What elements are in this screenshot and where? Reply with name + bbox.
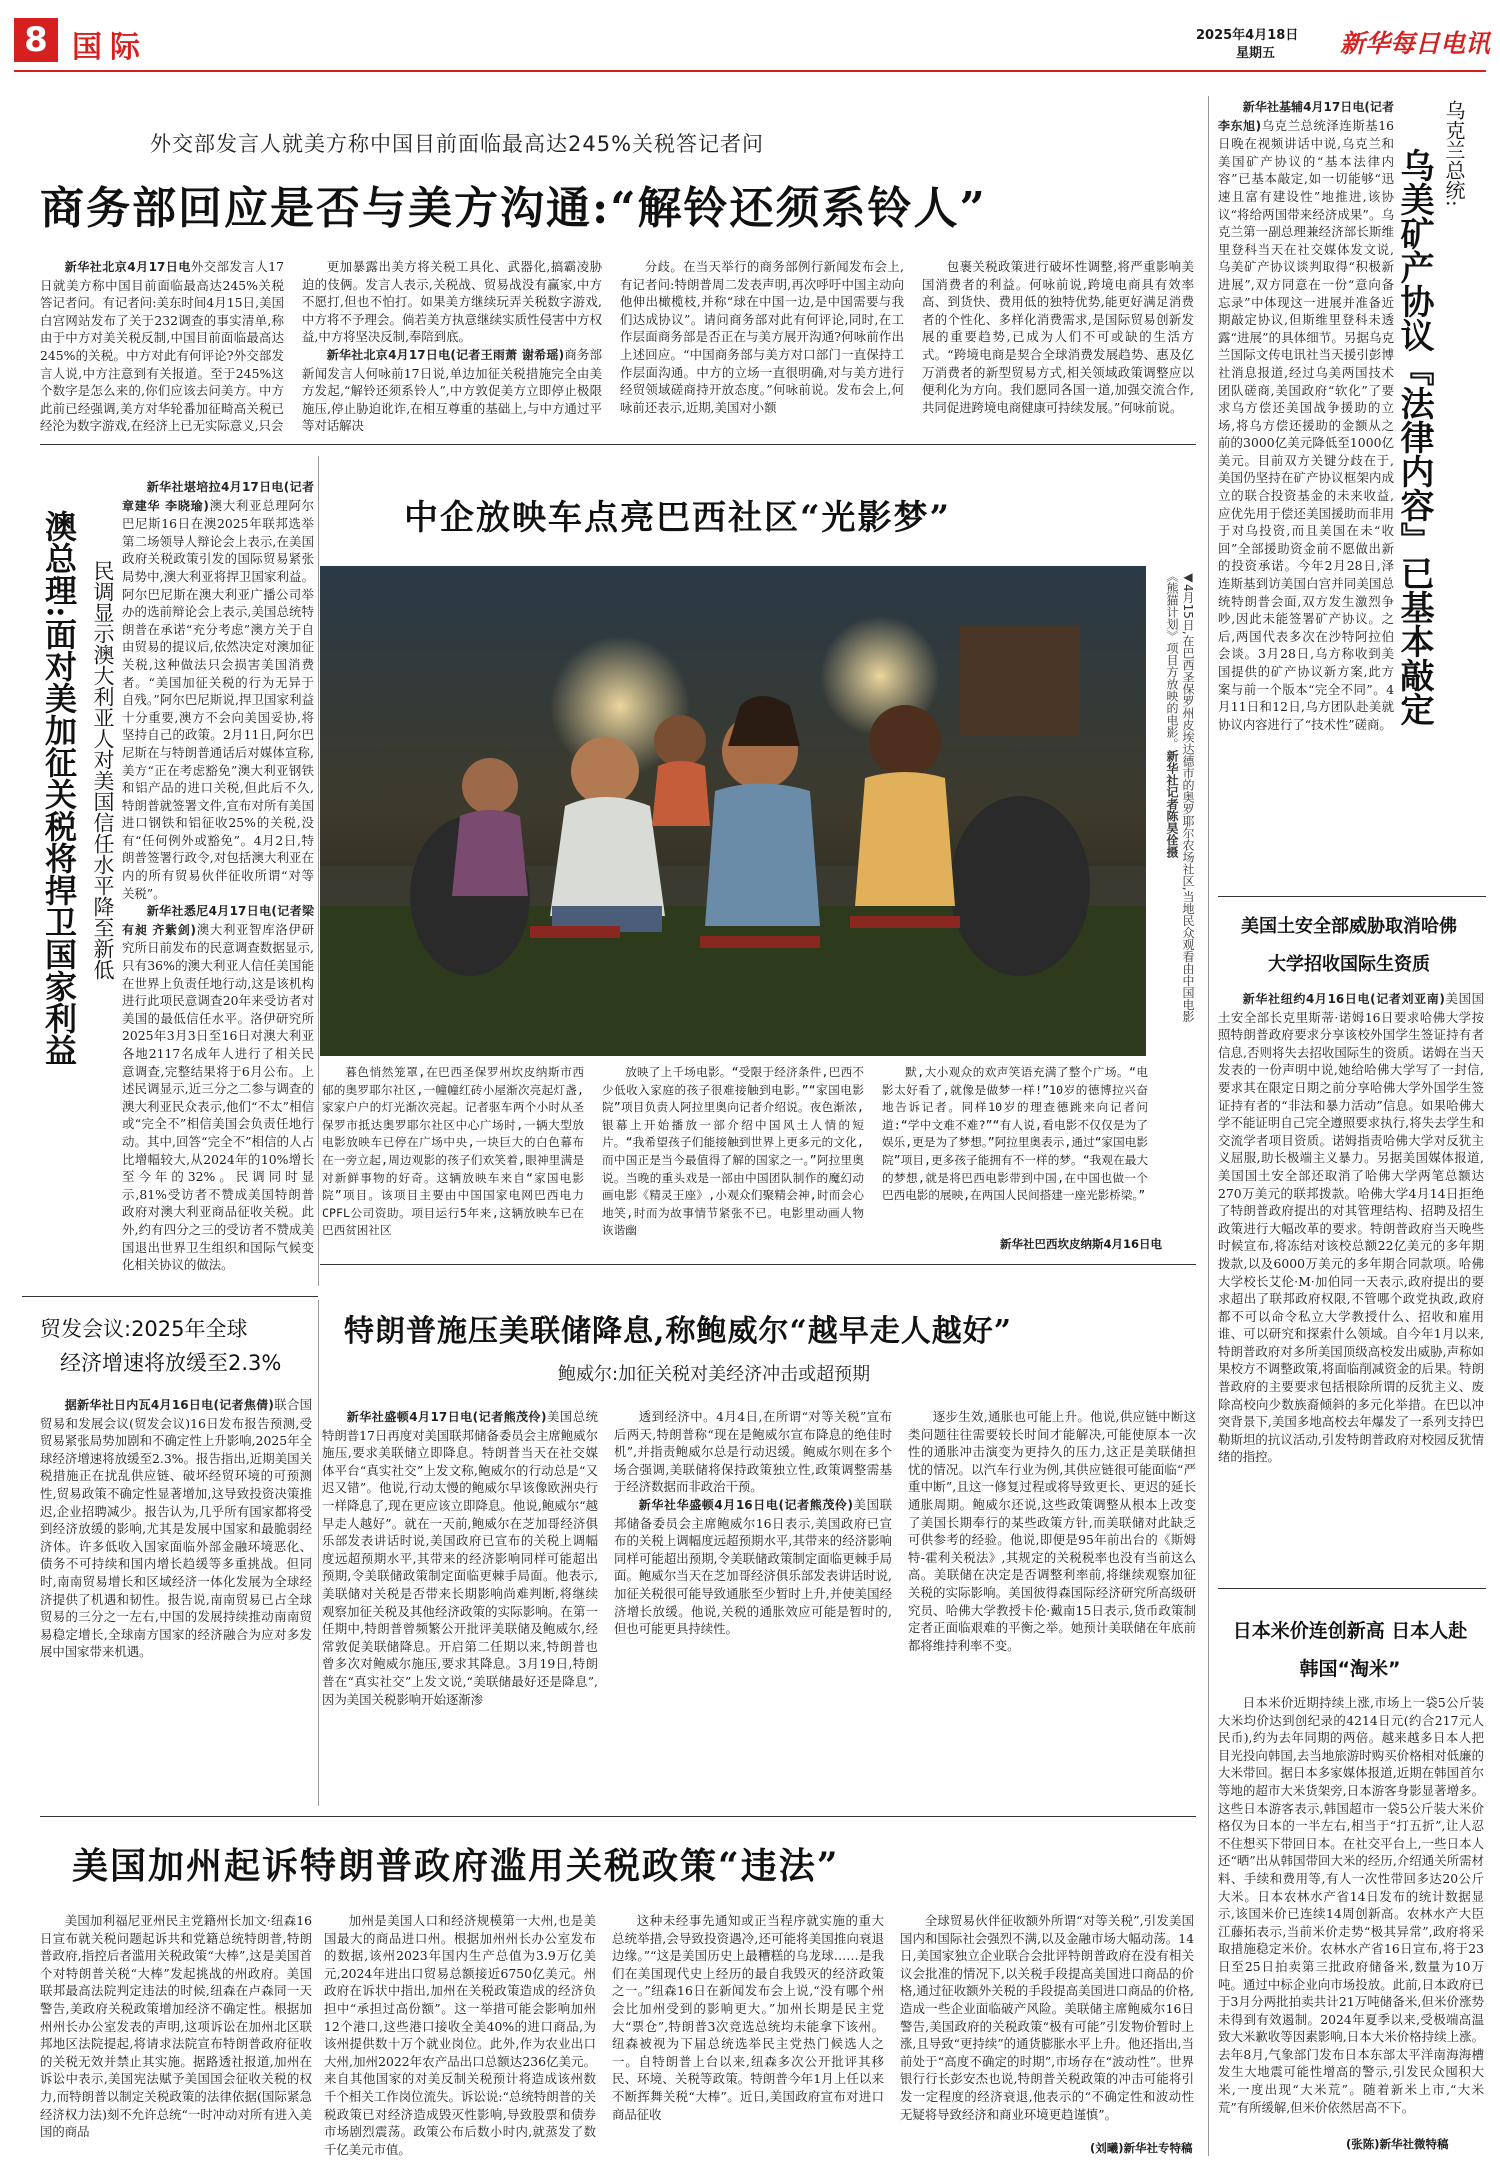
mineral-bottom-rule [1218,896,1486,897]
australia-divider [318,456,319,1286]
fed-col2 [614,1408,892,1804]
fed-dateline: 新华社盛顿4月17日电(记者熊茂伶) [346,1410,547,1424]
story1-col3-text: 分歧。在当天举行的商务部例行新闻发布会上,有记者问:特朗普周二发表声明,再次呼吁中国主动向他伸出橄榄枝,并称“球在中国一边,是中国需要与我们达成协议”。请问商务部对此有何评论,同时,在工作层面商务部是否正在与美方展开沟通?何咏前作出上述回应。“中国商务部与美方对口部门一直保持工作层面沟通。中方的立场一直很明确,对与美方进行经贸领域磋商持开放态度。”何咏前说。发布会上,何咏前还表示,近期,美国对小额 [620,259,904,415]
rice-author: (张陈)新华社微特稿 [1346,2137,1449,2151]
fed-col1 [322,1408,598,1804]
story1-dateline2: 新华社北京4月17日电(记者王雨萧 谢希瑶) [326,347,565,362]
australia-dateline2: 新华社悉尼4月17日电(记者梁有昶 齐紫剑) [122,904,314,937]
right-column-divider [1208,96,1209,2156]
brazil-col2 [602,1064,864,1252]
wto-text [40,1396,312,1806]
story1-col4-text: 包裹关税政策进行破坏性调整,将严重影响美国消费者的利益。何咏前说,跨境电商具有效率高、到货快、费用低的独特优势,能更好满足消费者的个性化、多样化消费需求,是国际贸易创新发展的重要趋势,已成为人们不可或缺的生活方式。“跨境电商是契合全球消费发展趋势、惠及亿万消费者的新型贸易方式,相关领域政策调整应以便利化为方向。我们愿同各国一道,加强交流合作,共同促进跨境电商健康可持续发展。”何咏前说。 [922,259,1194,415]
story1-kicker: 外交部发言人就美方称中国目前面临最高达245%关税答记者问 [150,132,765,156]
fed-col1-text: 美国总统特朗普17日再度对美国联邦储备委员会主席鲍威尔施压,要求美联储立即降息。特朗普当天在社交媒体平台“真实社交”上发文称,鲍威尔的行动总是“又迟又错”。他说,行动太慢的鲍威尔早该像欧洲央行一样降息了,现在更应该立即降息。他说,鲍威尔“越早走人越好”。就在一天前,鲍威尔在芝加哥经济俱乐部发表讲话时说,美国政府已宣布的关税上调幅度远超预期水平,其带来的经济影响同样可能超出预期,令美联储政策制定面临更棘手局面。他表示,美联储对关税是否带来长期影响尚难判断,将继续观察加征关税及其他经济政策的实际影响。在第一任期中,特朗普曾频繁公开批评美联储及鲍威尔,经常敦促美联储降息。开启第二任期以来,特朗普也曾多次对鲍威尔施压,要求其降息。3月19日,特朗普在“真实社交”上发文说,“美联储最好还是降息”,因为美国关税影响开始逐渐渗 [322,1409,598,1707]
wto-dateline: 据新华社日内瓦4月16日电(记者焦倩) [64,1398,274,1412]
story1-dateline: 新华社北京4月17日电 [64,260,191,274]
mineral-text [1218,98,1394,882]
brazil-bottom-rule [320,1264,1196,1265]
story1-col2-text: 更加暴露出美方将关税工具化、武器化,搞霸凌胁迫的伎俩。发言人表示,关税战、贸易战没有赢家,中方不愿打,但也不怕打。如果美方继续玩弄关税数字游戏,中方将不予理会。倘若美方执意继续实质性侵害中方权益,中方将坚决反制,奉陪到底。 [302,259,602,345]
california-col1-text: 美国加利福尼亚州民主党籍州长加文·纽森16日宣布就关税问题起诉共和党籍总统特朗普,特朗普政府,指控后者滥用关税政策“大棒”,这是美国首个对特朗普关税“大棒”发起挑战的州政府。美国联邦最高法院判定违法的时候,纽森在卢森同一天警告,美政府关税政策增加经济不确定性。根据加州州长办公室发表的声明,这项诉讼在加州北区联邦地区法院提起,将请求法院宣布特朗普政府征收的关税无效并禁止其实施。据路透社报道,加州在诉讼中表示,美国宪法赋予美国国会征收关税的权力,而特朗普以制定关税政策的法律依据(国际紧急经济权力法)刻不允许总统“一时冲动对所有进入美国的商品 [40,1913,312,2140]
story1-bottom-rule [40,444,1196,445]
rice-body: 日本米价近期持续上涨,市场上一袋5公斤装大米均价达到创纪录的4214日元(约合217元人民币),约为去年同期的两倍。越来越多日本人把目光投向韩国,去当地旅游时购买价格相对低廉的大米带回。据日本多家媒体报道,近期在韩国首尔等地的超市大米货架旁,日本游客身影显著增多。这些日本游客表示,韩国超市一袋5公斤装大米价格仅为日本的一半左右,相当于“打五折”,让人忍不住想买下带回日本。在社交平台上,一些日本人还“晒”出从韩国带回大米的经历,介绍通关所需材料、手续和费用等,有人一次性带回多达20公斤大米。日本农林水产省14日发布的统计数据显示,该国米价已连续14周创新高。农林水产大臣江藤拓表示,当前米价走势“极其异常”,政府将采取措施稳定米价。农林水产省16日宣布,将于23日至25日拍卖第三批政府储备米,数量为10万吨。通过中标企业向市场投放。此前,日本政府已于3月分两批拍卖共计21万吨储备米,但米价涨势未得到有效遏制。2024年夏季以来,受极端高温致大米歉收等因素影响,日本大米价格持续上涨。去年8月,气象部门发布日本东部太平洋南海海槽发生大地震可能性增高的警示,引发民众囤积大米,一度出现“大米荒”。随着新米上市,“大米荒”有所缓解,但米价依然居高不下。 [1218,1695,1484,2115]
page-number-badge: 8 [14,18,58,62]
mineral-headline: 乌美矿产协议『法律内容』已基本敲定 [1394,148,1434,726]
story1-col1 [40,258,284,436]
masthead-logo: 新华每日电讯 [1340,29,1491,58]
fed-col2-text: 透到经济中。4月4日,在所谓“对等关税”宣布后两天,特朗普称“现在是鲍威尔宣布降息的绝佳时机”,并指责鲍威尔总是行动迟缓。鲍威尔则在多个场合强调,美联储将保持政策独立性,政策调整需基于经济数据而非政治干预。 [614,1409,892,1495]
mineral-kicker: 乌克兰总统: [1442,100,1466,207]
california-col3-text: 这种未经事先通知或正当程序就实施的重大总统举措,会导致投资遇冷,还可能将美国推向衰退边缘。”“这是美国历史上最糟糕的乌龙球……是我们在美国现代史上经历的最自我毁灭的经济政策之一。”纽森16日在新闻发布会上说,“没有哪个州会比加州受到的影响更大。”加州长期是民主党大“票仓”,特朗普3次竞选总统均未能拿下该州。纽森被视为下届总统选举民主党热门候选人之一。自特朗普上台以来,纽森多次公开批评其移民、环境、关税等政策。特朗普今年1月上任以来不断挥舞关税“大棒”。近日,美国政府宣布对进口商品征收 [612,1913,884,2122]
fed-dateline2: 新华社华盛顿4月16日电(记者熊茂伶) [638,1497,854,1512]
california-col1 [40,1912,312,2160]
brazil-caption [1150,570,1196,1040]
mineral-dateline: 新华社基辅4月17日电(记者李东旭) [1218,100,1394,133]
fed-subtitle: 鲍威尔:加征关税对美经济冲击或超预期 [558,1364,871,1385]
harvard-body: 美国国土安全部长克里斯蒂·诺姆16日要求哈佛大学按照特朗普政府要求分享该校外国学生签证持有者信息,否则将失去招收国际生的资质。诺姆在当天发表的一份声明中说,她给哈佛大学写了一封信,要求其在限定日期之前分享哈佛大学外国学生签证持有者的“非法和暴力活动”信息。如果哈佛大学不能证明自己完全遵照要求执行,将失去学生和交流学者项目资质。诺姆指责哈佛大学对反犹主义屈服,助长极端主义暴力。另据美国媒体报道,美国国土安全部还取消了哈佛大学两笔总额达270万美元的联邦拨款。哈佛大学4月14日拒绝了特朗普政府提出的对其管理结构、招聘及招生政策进行大幅改革的要求。特朗普政府当天晚些时候宣布,将冻结对该校总额22亿美元的多年期拨款,以及6000万美元的多年期合同款项。哈佛大学校长艾伦·M·加伯同一天表示,政府提出的要求超出了联邦政府权限,不管哪个政党执政,政府都不可以命令私立大学教授什么、招收和雇用谁、可以研究和探索什么领域。自今年1月以来,特朗普政府对多所美国顶级高校发出威胁,声称如果校方不调整政策,将面临削减资金的后果。特朗普政府的主要要求包括根除所谓的反犹主义、废除高校向少数族裔倾斜的多元化举措。在巴以冲突背景下,美国多地高校去年爆发了一系列支持巴勒斯坦的抗议活动,引发特朗普政府对校园反犹情绪的指控。 [1218,991,1484,1465]
issue-date: 2025年4月18日 [1196,28,1299,43]
brazil-photo-credit: 新华社记者陈昊佺摄 [1165,750,1179,858]
california-col2 [324,1912,596,2160]
harvard-dateline: 新华社纽约4月16日电(记者刘亚南) [1242,992,1445,1006]
australia-col-a [122,478,314,1294]
brazil-col1 [322,1064,584,1252]
brazil-caption-text: ◀4月15日,在巴西圣保罗州皮埃达德市的奥罗耶尔农场社区,当地民众观看由中国电影《熊猫计划》项目方放映的电影。 [1165,570,1195,1023]
australia-text: 澳大利亚总理阿尔巴尼斯16日在澳2025年联邦选举第二场领导人辩论会上表示,在美国政府关税政策引发的国际贸易紧张局势中,澳大利亚将捍卫国家利益。阿尔巴尼斯在澳大利亚广播公司举办的选前辩论会上表示,美国总统特朗普在承诺“充分考虑”澳方关于自由贸易的提议后,依然决定对澳加征关税,这种做法只会损害美国消费者。“美国加征关税的行为无异于自残。”阿尔巴尼斯说,捍卫国家利益十分重要,澳方不会向美国妥协,将坚持自己的政策。2月11日,阿尔巴尼斯在与特朗普通话后对媒体宣称,美方“正在考虑豁免”澳大利亚钢铁和铝产品的进口关税,但此后不久,特朗普就签署文件,宣布对所有美国进口钢铁和铝征收25%的关税,没有“任何例外或豁免”。4月2日,特朗普签署行政令,对包括澳大利亚在内的所有贸易伙伴征收所谓“对等关税”。 [122,497,314,901]
wto-top-rule [22,1296,318,1297]
issue-weekday: 星期五 [1236,46,1276,61]
center-divider-lower [318,1300,319,1806]
wto-headline-line2: 经济增速将放缓至2.3% [60,1351,282,1375]
brazil-col2-text: 放映了上千场电影。“受限于经济条件,巴西不少低收入家庭的孩子很难接触到电影。”“家国电影院”项目负责人阿拉里奥向记者介绍说。夜色渐浓,银幕上开始播放一部介绍中国风土人情的短片。“我希望孩子们能接触到世界上更多元的文化,而中国正是当今最值得了解的国家之一。”阿拉里奥说。当晚的重头戏是一部由中国团队制作的魔幻动画电影《精灵王座》,小观众们聚精会神,时而会心地笑,时而为故事情节紧张不已。电影里动画人物诙谐幽 [602,1065,864,1238]
california-col4 [900,1912,1194,2138]
brazil-headline: 中企放映车点亮巴西社区“光影梦” [404,498,952,538]
harvard-headline: 美国土安全部威胁取消哈佛大学招收国际生资质 [1241,916,1457,975]
story1-col2b-text: 商务部新闻发言人何咏前17日说,单边加征关税措施完全由美方发起,“解铃还须系铃人”,中方敦促美方立即停止极限施压,停止胁迫讹诈,在相互尊重的基础上,与中方通过平等对话解决 [302,346,602,434]
california-col4-text: 全球贸易伙伴征收额外所谓“对等关税”,引发美国国内和国际社会强烈不满,以及金融市场大幅动荡。14日,美国家独立企业联合会批评特朗普政府在没有相关议会批准的情况下,以关税手段提高美国进口商品的价格,通过征收额外关税的手段提高美国进口商品的价格,造成一些企业面临破产风险。美联储主席鲍威尔16日警告,美国政府的关税政策“极有可能”引发物价暂时上涨,且导致“更持续”的通货膨胀水平上升。他还指出,当前处于“高度不确定的时期”,市场存在“波动性”。世界银行行长彭安杰也说,特朗普关税政策的冲击可能将引发一定程度的经济衰退,他表示的“不确定性和波动性无疑将导致经济和商业环境更趋谨慎”。 [900,1913,1194,2122]
california-col2-text: 加州是美国人口和经济规模第一大州,也是美国最大的商品进口州。根据加州州长办公室发布的数据,该州2023年国内生产总值为3.9万亿美元,2024年进出口贸易总额接近6750亿美元。州政府在诉状中指出,加州在关税政策造成的经济负担中“承担过高份额”。这一举措可能会影响加州12个港口,这些港口接收全美40%的进口商品,为该州提供数十万个就业岗位。此外,作为农业出口大州,加州2022年农产品出口总额达236亿美元。来自其他国家的对美反制关税预计将造成该州数千个相关工作岗位流失。诉讼说:“总统特朗普的关税政策已对经济造成毁灭性影响,导致股票和债券市场剧烈震荡。政策公布后数小时内,就蒸发了数千亿美元市值。 [324,1913,596,2157]
story1-col1-text: 外交部发言人17日就美方称中国目前面临最高达245%关税答记者问。有记者问:美东时间4月15日,美国白宫网站发布了关于232调查的事实清单,称由于中方对美关税反制,中国目前面临最高达245%的关税。中方对此有何评论?外交部发言人说,中方注意到有关报道。至于245%这个数字是怎么来的,你们应该去问美方。中方此前已经强调,美方对华轮番加征畸高关税已经沦为数字游戏,在经济上已无实际意义,只会 [40,259,284,434]
fed-col2b-text: 美国联邦储备委员会主席鲍威尔16日表示,美国政府已宣布的关税上调幅度远超预期水平,其带来的经济影响同样可能超出预期,令美联储政策制定面临更棘手局面。鲍威尔当天在芝加哥经济俱乐部发表讲话时说,加征关税很可能导致通胀至少暂时上升,并使美国经济增长放缓。他说,关税的通胀效应可能是暂时的,但也可能更具持续性。 [614,1496,892,1637]
brazil-col1-text: 暮色悄然笼罩,在巴西圣保罗州坎皮纳斯市西郁的奥罗耶尔社区,一幢幢红砖小屋渐次亮起灯盏,家家户户的灯光渐次亮起。记者驱车两个小时从圣保罗市抵达奥罗耶尔社区中心广场时,一辆大型放电影放映车已停在广场中央,一块巨大的白色幕布在一旁立起,周边观影的孩子们欢笑着,眼神里满是对新鲜事物的好奇。这辆放映车来自“家国电影院”项目。该项目主要由中国国家电网巴西电力CPFL公司资助。项目运行5年来,这辆放映车已在巴西贫困社区 [322,1065,584,1238]
brazil-col3 [882,1064,1148,1236]
harvard-bottom-rule [1218,1588,1486,1589]
section-name: 国际 [72,30,148,65]
rice-headline: 日本米价连创新高 日本人赴韩国“淘米” [1232,1620,1468,1680]
story1-col3 [620,258,904,436]
wto-headline-line1: 贸发会议:2025年全球 [40,1317,248,1341]
children-watching-film-illustration [320,566,1146,1056]
brazil-photo [320,566,1146,1056]
wto-body: 联合国贸易和发展会议(贸发会议)16日发布报告预测,受贸易紧张局势加剧和不确定性上升影响,2025年全球经济增速将放缓至2.3%。报告指出,近期美国关税措施正在扰乱供应链、破坏经贸环境的可预测性,贸易政策不确定性显著增加,这导致投资决策推迟,企业招聘减少。报告认为,几乎所有国家都将受到经济放缓的影响,尤其是发展中国家和最脆弱经济体。许多低收入国家面临外部金融环境恶化、债务不可持续和国内增长趋缓等多重挑战。但同时,南南贸易增长和区域经济一体化发展为全球经济提供了机遇和韧性。报告说,南南贸易已占全球贸易的三分之一左右,中国的发展持续推动南南贸易稳定增长,全球南方国家的经济融合为应对多发展中国家带来机遇。 [40,1397,312,1660]
australia-subtitle: 民调显示澳大利亚人对美国信任水平降至新低 [91,560,115,980]
brazil-author: 新华社巴西坎皮纳斯4月16日电 [1000,1237,1163,1251]
california-author: (刘曦)新华社专特稿 [1090,2141,1193,2155]
california-top-rule [40,1816,1196,1817]
fed-col3-text: 逐步生效,通胀也可能上升。他说,供应链中断这类问题往往需要较长时间才能解决,可能使原本一次性的通胀冲击演变为更持久的压力,这正是美联储担忧的情况。以汽车行业为例,其供应链很可能面临“严重中断”,且这一修复过程或将导致更长、更迟的延长通胀周期。鲍威尔还说,这些政策调整从根本上改变了美国长期奉行的某些政策方针,而美联储对此缺乏可供参考的经验。他说,即便是95年前出台的《斯姆特-霍利关税法》,其规定的关税税率也没有当前这么高。美联储在决定是否调整利率前,将继续观察加征关税的实际影响。美国彼得森国际经济研究所高级研究员、哈佛大学教授卡伦·戴南15日表示,货币政策制定者正面临艰难的平衡之举。她预计美联储在年底前都将维持利率不变。 [908,1409,1196,1653]
story1-headline: 商务部回应是否与美方沟通:“解铃还须系铃人” [40,183,987,234]
rice-text [1218,1694,1484,2126]
fed-headline: 特朗普施压美联储降息,称鲍威尔“越早走人越好” [344,1314,1012,1349]
australia-dateline: 新华社堪培拉4月17日电(记者章建华 李晓瑜) [122,480,314,513]
story1-col2 [302,258,602,436]
brazil-col3-text: 默,大小观众的欢声笑语充满了整个广场。“电影太好看了,就像是做梦一样!”10岁的德博拉兴奋地告诉记者。同样10岁的理查德跳来向记者问道:“学中文难不难?”“有人说,看电影不仅仅是为了娱乐,更是为了梦想。”阿拉里奥表示,通过“家国电影院”项目,更多孩子能拥有不一样的梦。“我观在最大的梦想,就是将巴西电影带到中国,在中国也做一个巴西电影的展映,在两国人民间搭建一座光影桥梁。” [882,1065,1148,1203]
fed-col3 [908,1408,1196,1804]
california-headline: 美国加州起诉特朗普政府滥用关税政策“违法” [72,1845,840,1887]
mineral-body: 乌克兰总统泽连斯基16日晚在视频讲话中说,乌克兰和美国矿产协议的“基本法律内容”已基本敲定,如一切能够“迅速且富有建设性”地推进,该协议“将给两国带来经济成果”。乌克兰第一副总理兼经济部长斯维里登科当天在社交媒体发文说,乌美矿产协议谈判取得“积极新进展”,双方同意在一份“意向备忘录”中体现这一进展并准备近期敲定协议,但斯维里登科未透露“进展”的具体细节。另据乌克兰国际文传电讯社当天援引彭博社消息报道,经过乌美两国技术团队磋商,美国政府“软化”了要求乌方偿还美国战争援助的立场,将乌方偿还援助的金额从之前的3000亿美元降低至1000亿美元。目前双方关键分歧在于,美国仍坚持在矿产协议框架内成立的联合投资基金的未来收益,应优先用于偿还美国援助而非用于对乌投资,而且美国在未“收回”全部援助资金前不愿做出新的投资承诺。今年2月28日,泽连斯基到访美国白宫并同美国总统特朗普会面,双方发生激烈争吵,因此未能签署矿产协议。之后,两国代表多次在沙特阿拉伯会谈。3月28日,乌方称收到美国提供的矿产协议新方案,此方案与前一个版本“完全不同”。4月11日和12日,乌方团队赴美就协议内容进行了“技术性”磋商。 [1218,117,1394,732]
harvard-text [1218,990,1484,1578]
australia-text2: 澳大利亚智库洛伊研究所日前发布的民意调查数据显示,只有36%的澳大利亚人信任美国能在世界上负责任地行动,这是该机构进行此项民意调查20年来受访者对美国的最低信任水平。洛伊研究所2025年3月3日至16日对澳大利亚各地2117名成年人进行了相关民意调查,完整结果将于6月公布。上述民调显示,近三分之二参与调查的澳大利亚民众表示,他们“不太”相信或“完全不”相信美国会负责任地行动。其中,回答“完全不”相信的人占比增幅较大,从2024年的10%增长至今年的32%。民调同时显示,81%受访者不赞成美国特朗普政府对澳大利亚商品征收关税。此外,约有四分之三的受访者不赞成美国退出世界卫生组织和国际气候变化相关协议的做法。 [122,921,314,1273]
header-rule [14,70,1486,72]
australia-headline: 澳总理:面对美加征关税将捍卫国家利益 [40,510,78,1066]
wto-headline [40,1312,281,1380]
story1-col4 [922,258,1194,436]
california-col3 [612,1912,884,2160]
